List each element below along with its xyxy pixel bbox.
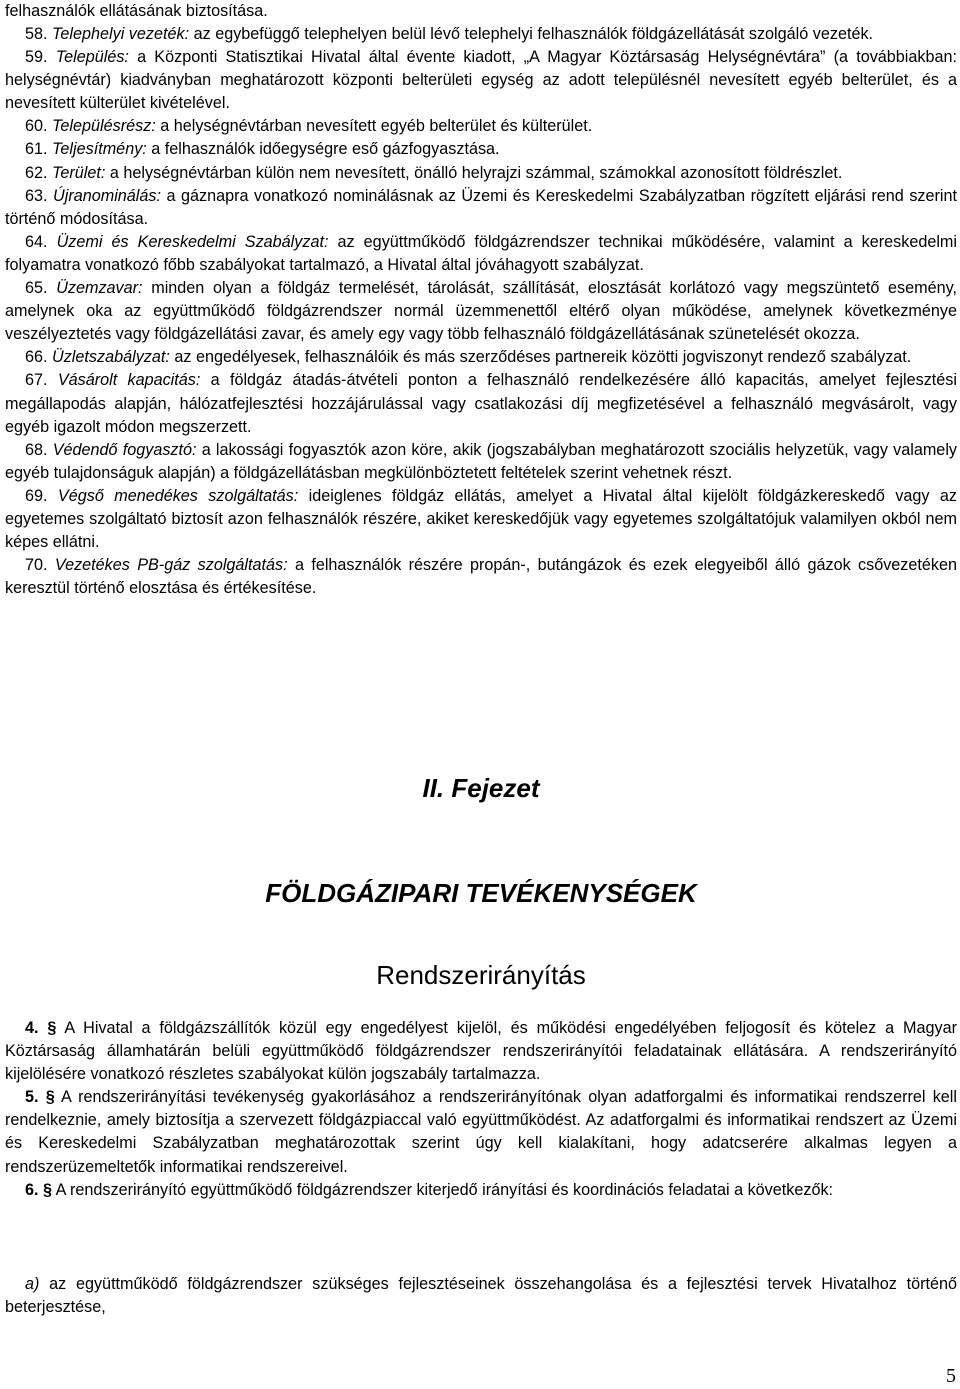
definition-term: Üzemzavar: [56,279,143,298]
definition-text: a felhasználók időegységre eső gázfogyasztása. [146,140,500,159]
definition-text: ideiglenes földgáz ellátás, amelyet a Hivatal által kijelölt földgázkereskedő vagy az egyetemes szolgáltató biztosít azon felhasználók részére, akiket kereskedőjük vagy egyetemes szolgáltatójuk valamilyen okból nem képes ellátni. [5,486,958,552]
definition-text: az egybefüggő telephelyen belül lévő telephelyi felhasználók földgázellátását szolgáló vezeték. [189,25,874,43]
definition-term: Teljesítmény: [52,140,147,159]
definition-text: minden olyan a földgáz termelését, tárolását, szállítását, elosztását korlátozó vagy megszüntető esemény, amelynek oka az együttműködő földgázrendszer normál üzemmenettől eltérő olyan működése, amelynek következménye veszélyeztetés vagy földgázellátási zavar, és amely egy vagy több felhasználó földgázellátásának szünetelését okozza. [5,279,957,344]
section-sign: § [45,1088,55,1107]
continuation-line: felhasználók ellátásának biztosítása. [5,2,268,20]
section-paragraph [5,1179,957,1202]
section-sign: § [47,1019,57,1037]
definition-number: 63. [25,186,48,205]
definition-term: Üzletszabályzat: [52,348,170,367]
definition-item [5,115,957,138]
definition-number: 69. [25,486,48,505]
page-number: 5 [946,1365,956,1387]
definition-item [5,162,957,185]
definition-term: Terület: [52,163,106,182]
section-paragraph [5,1086,957,1178]
definition-number: 62. [25,163,48,182]
definition-item [5,485,957,554]
definition-item [5,277,957,346]
paragraph-number: 6. [25,1180,39,1199]
paragraph-text: A Hivatal a földgázszállítók közül egy engedélyest kijelöl, és működési engedélyében feljogosít és kötelez a Magyar Köztársaság államhatárán belüli együttműködő földgázrendszer rendszerirányítói feladatainak ellátására. A rendszerirányító kijelölésére vonatkozó részletes szabályokat külön jogszabály tartalmazza. [5,1019,958,1084]
definition-item [5,346,957,369]
section-paragraph [5,1017,957,1086]
item-a-text: az együttműködő földgázrendszer szükséges fejlesztéseinek összehangolása és a fejlesztési tervek Hivatalhoz történő beterjesztése, [5,1275,957,1317]
chapter-heading: II. Fejezet [422,773,540,803]
definition-text: a felhasználók részére propán-, butángázok és ezek elegyeiből álló gázok csővezetéken keresztül történő elosztása és értékesítése. [5,556,958,598]
definition-number: 67. [25,371,48,390]
definition-text: a gáznapra vonatkozó nominálásnak az Üzemi és Kereskedelmi Szabályzatban rögzített eljárási rend szerint történő módosítása. [5,186,957,228]
definition-number: 64. [25,232,48,251]
definition-number: 66. [25,348,48,367]
paragraph-text: A rendszerirányító együttműködő földgázrendszer kiterjedő irányítási és koordinációs feladatai a következők: [52,1180,834,1199]
definition-number: 65. [25,279,48,298]
definition-text: az engedélyesek, felhasználóik és más szerződéses partnereik közötti jogviszonyt rendező szabályzat. [169,348,912,367]
definition-item [5,439,957,485]
paragraphs-list [5,1017,957,1202]
definition-number: 70. [25,556,48,575]
list-item-a [5,1273,957,1319]
definition-item [5,369,957,438]
definition-item [5,231,957,277]
definition-item [5,185,957,231]
definition-term: Telephelyi vezeték: [52,25,190,43]
item-a-label: a) [25,1275,40,1293]
definition-number: 59. [25,48,48,67]
section-sign: § [43,1180,53,1199]
definition-item [5,554,957,600]
definition-number: 68. [25,440,48,459]
definition-text: a helységnévtárban nevesített egyéb belterület és külterület. [155,117,593,136]
definition-text: a Központi Statisztikai Hivatal által évente kiadott, „A Magyar Köztársaság Helységnévtára” (a továbbiakban: helységnévtár) kiadványban meghatározott központi belterületi egység az adott településnél nevesített egyéb belterület, és a nevesített külterület kivételével. [5,48,958,113]
definition-number: 60. [25,117,48,136]
definition-text: a helységnévtárban külön nem nevesített, önálló helyrajzi számmal, számokkal azonosított földrészlet. [105,163,843,182]
definition-text: az együttműködő földgázrendszer technikai működésére, valamint a kereskedelmi folyamatra vonatkozó főbb szabályokat tartalmazó, a Hivatal által jóváhagyott szabályzat. [5,232,958,274]
paragraph-number: 4. [25,1019,39,1037]
paragraph-number: 5. [25,1088,39,1107]
definition-term: Végső menedékes szolgáltatás: [57,486,299,505]
definition-number: 58. [25,25,48,43]
definition-term: Vezetékes PB-gáz szolgáltatás: [54,556,288,575]
definition-number: 61. [25,140,48,159]
definition-term: Üzemi és Kereskedelmi Szabályzat: [56,232,329,251]
definition-item [5,46,957,115]
section-title: Rendszerirányítás [376,960,586,990]
definition-term: Védendő fogyasztó: [52,440,197,459]
definition-text: a földgáz átadás-átvételi ponton a felhasználó rendelkezésére álló kapacitás, amelyet fejlesztési megállapodás alapján, hálózatfejlesztési hozzájárulással vagy csatlakozási díj megfizetésével a felhasználó megvásárolt, vagy egyéb igazolt módon megszerzett. [5,371,957,436]
definition-item [5,138,957,161]
chapter-title: FÖLDGÁZIPARI TEVÉKENYSÉGEK [265,878,697,908]
definition-item [5,23,957,46]
definitions-list [5,23,957,600]
definition-text: a lakossági fogyasztók azon köre, akik (jogszabályban meghatározott szociális helyzetük, vagy valamely egyéb tulajdonságuk alapján) a földgázellátásban megkülönböztetett feltételek szerint vehetnek részt. [5,440,958,482]
definition-term: Településrész: [52,117,156,136]
paragraph-text: A rendszerirányítási tevékenység gyakorlásához a rendszerirányítónak olyan adatforgalmi és informatikai rendszerrel kell rendelkeznie, amely biztosítja a szervezett földgázpiaccal való együttműködést. Az adatforgalmi és informatikai rendszert az Üzemi és Kereskedelmi Szabályzatban meghatározottak szerint úgy kell kialakítani, hogy adatcserére alkalmas legyen a rendszerüzemeltetők informatikai rendszereivel. [5,1088,958,1176]
definition-term: Újranominálás: [53,186,161,205]
definition-term: Település: [55,48,129,67]
definition-term: Vásárolt kapacitás: [57,371,201,390]
